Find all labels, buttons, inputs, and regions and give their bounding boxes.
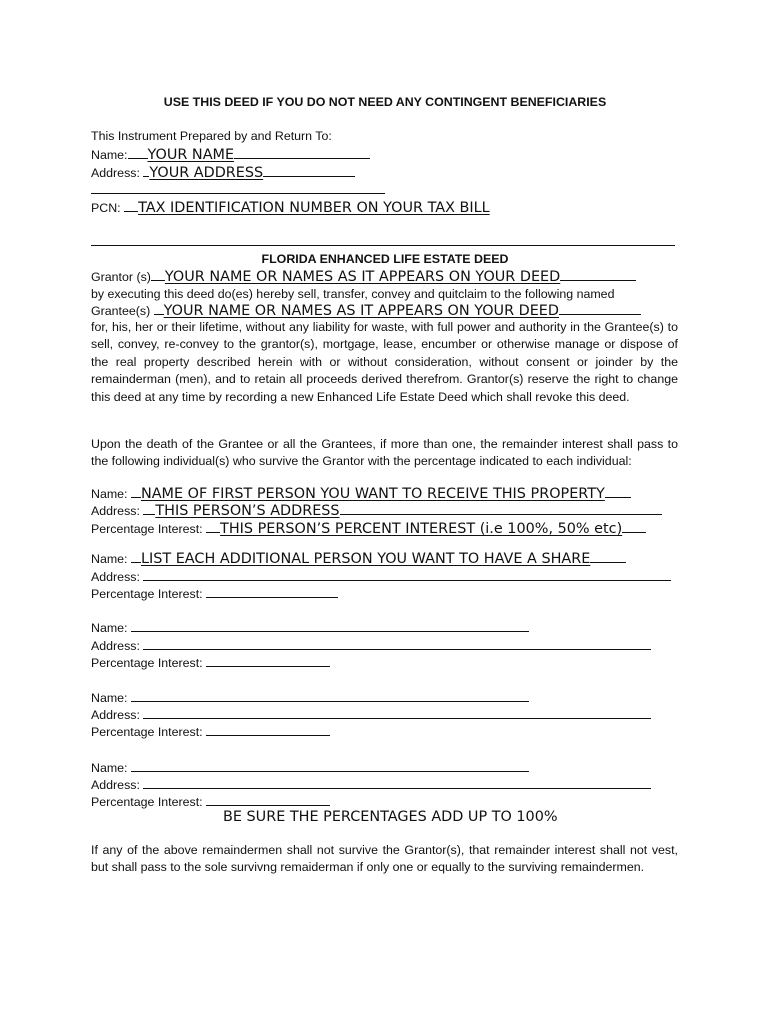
beneficiary-name-label: Name: <box>91 691 128 705</box>
beneficiary-percentage-label: Percentage Interest: <box>91 587 203 601</box>
preparer-name-value[interactable]: YOUR NAME <box>147 147 235 163</box>
prepared-by-line: This Instrument Prepared by and Return To: <box>91 129 332 143</box>
beneficiary-name-label: Name: <box>91 761 128 775</box>
beneficiary-percentage-label: Percentage Interest: <box>91 795 203 809</box>
beneficiary-address-label: Address: <box>91 639 140 653</box>
grantor-label: Grantor (s) <box>91 270 151 284</box>
beneficiary-1-percentage[interactable]: THIS PERSON’S PERCENT INTEREST (i.e 100%, 50% etc) <box>220 521 623 537</box>
remainder-paragraph: Upon the death of the Grantee or all the Grantees, if more than one, the remainder interest shall pass to the following individual(s) who survive the Grantor with the percentage indicated to each individual: <box>91 437 678 469</box>
beneficiary-3-percentage-row <box>91 655 330 671</box>
beneficiary-5-percentage[interactable] <box>206 794 330 806</box>
beneficiary-3-percentage[interactable] <box>206 655 330 667</box>
beneficiary-name-label: Name: <box>91 487 128 501</box>
beneficiary-name-label: Name: <box>91 552 128 566</box>
beneficiary-3-address[interactable] <box>143 638 651 650</box>
beneficiary-percentage-label: Percentage Interest: <box>91 522 203 536</box>
beneficiary-2-name-row <box>91 551 626 567</box>
pcn-row <box>91 200 490 216</box>
preparer-name-row <box>91 147 370 163</box>
grantee-row <box>91 303 641 319</box>
deed-heading: USE THIS DEED IF YOU DO NOT NEED ANY CONTINGENT BENEFICIARIES <box>163 95 607 109</box>
beneficiary-4-percentage-row <box>91 724 330 740</box>
beneficiary-4-address[interactable] <box>143 707 651 719</box>
beneficiary-1-address[interactable]: THIS PERSON’S ADDRESS <box>155 503 340 519</box>
beneficiary-5-name[interactable] <box>131 760 529 772</box>
preparer-name-label: Name: <box>91 148 128 162</box>
beneficiary-address-label: Address: <box>91 504 140 518</box>
survivorship-paragraph: If any of the above remaindermen shall not survive the Grantor(s), that remainder interest shall not vest, but shall pass to the sole survivng remaiderman if only one or equally to the surviving remaindermen. <box>91 843 678 875</box>
beneficiary-1-name[interactable]: NAME OF FIRST PERSON YOU WANT TO RECEIVE THIS PROPERTY <box>140 486 605 502</box>
preparer-address-line-2[interactable] <box>91 193 385 194</box>
deed-title: FLORIDA ENHANCED LIFE ESTATE DEED <box>261 252 509 266</box>
beneficiary-5-address[interactable] <box>143 777 651 789</box>
beneficiary-2-name[interactable]: LIST EACH ADDITIONAL PERSON YOU WANT TO HAVE A SHARE <box>140 551 591 567</box>
pcn-value[interactable]: TAX IDENTIFICATION NUMBER ON YOUR TAX BILL <box>138 200 490 216</box>
beneficiary-address-label: Address: <box>91 570 140 584</box>
beneficiary-4-percentage[interactable] <box>206 724 330 736</box>
beneficiary-1-address-row <box>91 503 662 519</box>
beneficiary-name-label: Name: <box>91 621 128 635</box>
percentage-reminder: BE SURE THE PERCENTAGES ADD UP TO 100% <box>223 809 558 825</box>
executing-line: by executing this deed do(es) hereby sell, transfer, convey and quitclaim to the following named <box>91 287 615 301</box>
beneficiary-4-name[interactable] <box>131 690 529 702</box>
beneficiary-3-name[interactable] <box>131 620 529 632</box>
preparer-address-row <box>91 165 355 181</box>
separator-rule <box>91 245 675 246</box>
beneficiary-2-percentage-row <box>91 586 338 602</box>
beneficiary-5-percentage-row <box>91 794 330 810</box>
beneficiary-1-percentage-row <box>91 521 646 537</box>
beneficiary-5-name-row <box>91 760 529 776</box>
beneficiary-percentage-label: Percentage Interest: <box>91 656 203 670</box>
beneficiary-5-address-row <box>91 777 651 793</box>
beneficiary-4-name-row <box>91 690 529 706</box>
grantor-row <box>91 269 636 285</box>
beneficiary-2-address-row <box>91 569 671 585</box>
beneficiary-3-name-row <box>91 620 529 636</box>
beneficiary-4-address-row <box>91 707 651 723</box>
beneficiary-3-address-row <box>91 638 651 654</box>
grantee-label: Grantee(s) <box>91 304 151 318</box>
grantee-value[interactable]: YOUR NAME OR NAMES AS IT APPEARS ON YOUR DEED <box>163 303 559 319</box>
beneficiary-address-label: Address: <box>91 778 140 792</box>
beneficiary-2-address[interactable] <box>143 569 671 581</box>
pcn-label: PCN: <box>91 201 121 215</box>
beneficiary-address-label: Address: <box>91 708 140 722</box>
grantor-value[interactable]: YOUR NAME OR NAMES AS IT APPEARS ON YOUR DEED <box>164 269 561 285</box>
preparer-address-label: Address: <box>91 166 140 180</box>
grantee-powers-paragraph: for, his, her or their lifetime, without any liability for waste, with full power and authority in the Grantee(s) to sell, convey, re-convey to the grantor(s), mortgage, lease, encumber or otherwise manage or dispose of the real property described herein with or without consideration, without consent or joinder by the remainderman (men), and to retain all proceeds derived therefrom. Grantor(s) reserve the right to change this deed at any time by recording a new Enhanced Life Estate Deed which shall revoke this deed. <box>91 320 678 404</box>
beneficiary-2-percentage[interactable] <box>206 586 338 598</box>
beneficiary-percentage-label: Percentage Interest: <box>91 725 203 739</box>
beneficiary-1-name-row <box>91 486 631 502</box>
preparer-address-value[interactable]: YOUR ADDRESS <box>149 165 264 181</box>
